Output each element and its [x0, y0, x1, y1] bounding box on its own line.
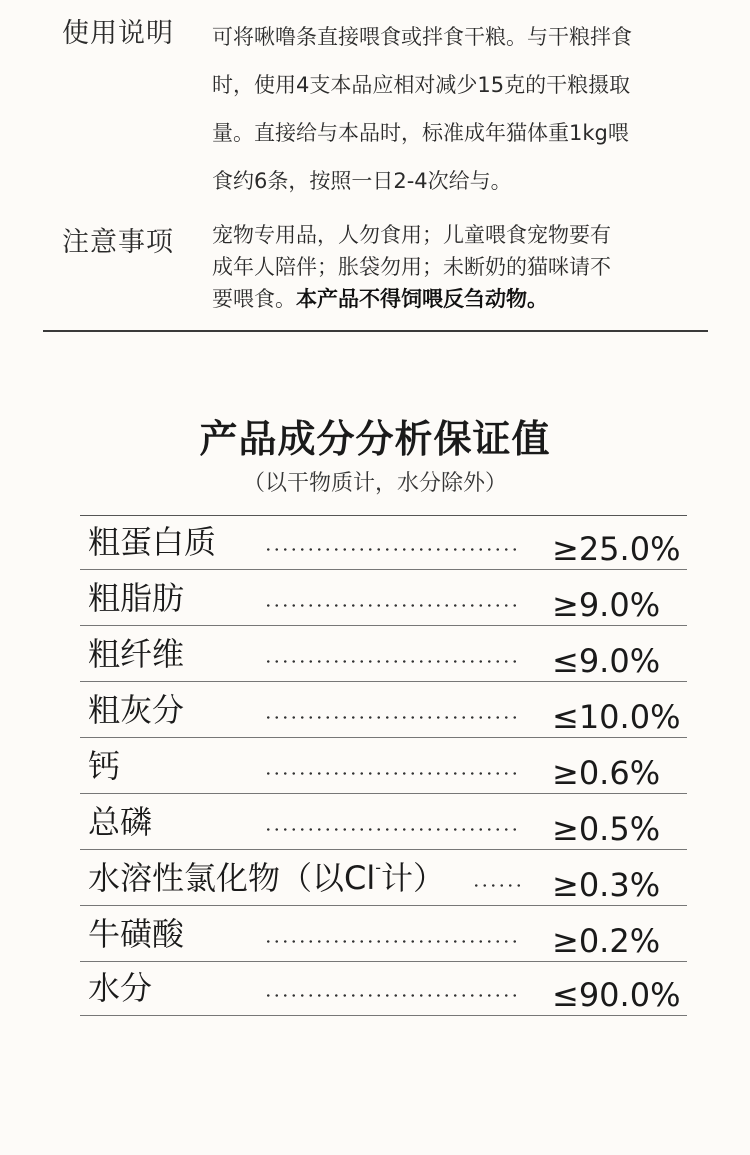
usage-line: 食约6条，按照一日2-4次给与。	[212, 169, 512, 193]
analysis-table	[80, 515, 687, 1016]
table-row	[80, 850, 687, 906]
caution-line	[212, 283, 717, 315]
table-row	[80, 626, 687, 682]
leader-dots	[264, 994, 520, 997]
leader-dots	[264, 772, 520, 775]
nutrient-name	[88, 853, 445, 899]
table-row	[80, 516, 687, 570]
usage-line: 量。直接给与本品时，标准成年猫体重1kg喂	[212, 121, 629, 145]
caution-line-normal: 要喂食。	[212, 287, 296, 311]
nutrient-name: 水分	[88, 969, 153, 1007]
caution-label: 注意事项	[62, 227, 174, 258]
nutrient-name: 粗灰分	[88, 691, 185, 729]
table-row	[80, 906, 687, 962]
nutrient-value: ≥25.0%	[552, 530, 681, 568]
nutrient-value: ≥0.6%	[552, 754, 661, 792]
caution-warning-bold: 本产品不得饲喂反刍动物。	[296, 287, 548, 311]
nutrient-value: ≥0.3%	[552, 866, 661, 904]
nutrient-name-part: 计）	[381, 859, 446, 897]
table-row	[80, 962, 687, 1016]
nutrient-name: 粗蛋白质	[88, 523, 217, 561]
leader-dots	[264, 716, 520, 719]
nutrient-name: 牛磺酸	[88, 915, 185, 953]
table-row	[80, 682, 687, 738]
usage-label: 使用说明	[62, 18, 174, 49]
caution-line: 宠物专用品，人勿食用；儿童喂食宠物要有	[212, 223, 611, 247]
leader-dots	[264, 548, 520, 551]
nutrient-name: 钙	[88, 747, 121, 785]
table-row	[80, 738, 687, 794]
nutrient-name: 总磷	[88, 803, 153, 841]
usage-line: 可将啾噜条直接喂食或拌食干粮。与干粮拌食	[212, 25, 632, 49]
nutrient-value: ≥9.0%	[552, 586, 661, 624]
section-divider	[43, 330, 708, 332]
nutrient-value: ≥0.5%	[552, 810, 661, 848]
table-row	[80, 794, 687, 850]
nutrient-value: ≤10.0%	[552, 698, 681, 736]
leader-dots	[264, 660, 520, 663]
usage-line: 时，使用4支本品应相对减少15克的干粮摄取	[212, 73, 631, 97]
leader-dots	[264, 828, 520, 831]
leader-dots	[264, 604, 520, 607]
nutrient-name-part: 水溶性氯化物（以Cl	[88, 859, 376, 897]
leader-dots	[264, 940, 520, 943]
analysis-title: 产品成分分析保证值	[199, 417, 551, 461]
analysis-subtitle: （以干物质计，水分除外）	[242, 471, 507, 496]
chloride-charge: -	[375, 858, 382, 878]
nutrient-value: ≤9.0%	[552, 642, 661, 680]
usage-text	[212, 13, 717, 205]
caution-line: 成年人陪伴；胀袋勿用；未断奶的猫咪请不	[212, 255, 611, 279]
table-row	[80, 570, 687, 626]
caution-text	[212, 219, 717, 315]
leader-dots	[472, 884, 520, 887]
nutrient-value: ≥0.2%	[552, 922, 661, 960]
nutrient-name: 粗纤维	[88, 635, 185, 673]
nutrient-value: ≤90.0%	[552, 976, 681, 1014]
nutrient-name: 粗脂肪	[88, 579, 185, 617]
